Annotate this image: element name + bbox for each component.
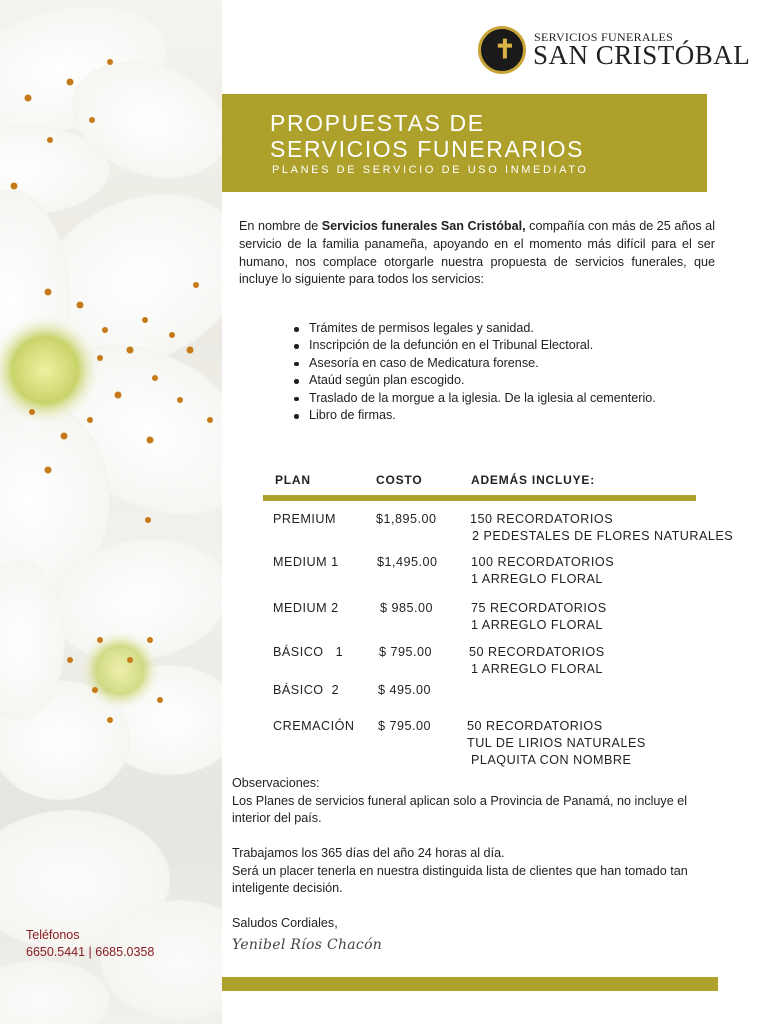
flower-photo-panel xyxy=(0,0,222,1024)
observations-text: Los Planes de servicios funeral aplican solo a Provincia de Panamá, no incluye el interior del país. xyxy=(232,793,688,825)
plan-name: BÁSICO 2 xyxy=(273,683,340,697)
plan-name: MEDIUM 1 xyxy=(273,555,339,569)
plan-include: TUL DE LIRIOS NATURALES xyxy=(467,736,646,750)
header-cost: COSTO xyxy=(376,473,423,487)
plan-cost: $ 985.00 xyxy=(380,601,434,615)
plan-include: 1 ARREGLO FLORAL xyxy=(471,618,603,632)
plan-include: 50 RECORDATORIOS xyxy=(467,719,603,733)
plan-name: PREMIUM xyxy=(273,512,336,526)
greeting-text: Saludos Cordiales, xyxy=(232,916,338,930)
company-logo xyxy=(478,24,751,78)
closing-text: Será un placer tenerla en nuestra distinguida lista de clientes que han tomado tan inteligente decisión. xyxy=(232,863,688,895)
plan-name: BÁSICO 1 xyxy=(273,645,344,659)
phones-numbers: 6650.5441 | 6685.0358 xyxy=(26,945,155,959)
logo-subtitle: SERVICIOS FUNERALES xyxy=(534,30,674,44)
plan-cost: $ 795.00 xyxy=(379,645,433,659)
plan-name: CREMACIÓN xyxy=(273,719,355,733)
bottom-accent-bar xyxy=(222,977,718,991)
logo-name: SAN CRISTÓBAL xyxy=(533,40,751,70)
plan-include: 2 PEDESTALES DE FLORES NATURALES xyxy=(472,529,734,543)
list-item: Libro de firmas. xyxy=(293,407,693,424)
plan-include: 100 RECORDATORIOS xyxy=(471,555,615,569)
title-banner xyxy=(222,94,707,192)
plan-cost: $ 795.00 xyxy=(378,719,432,733)
plan-include: 1 ARREGLO FLORAL xyxy=(471,572,603,586)
cross-emblem-icon: ✝ xyxy=(478,26,526,74)
company-name: Servicios funerales San Cristóbal, xyxy=(321,219,526,233)
plan-cost: $ 495.00 xyxy=(378,683,432,697)
phone-contact xyxy=(26,927,154,961)
white-flowers-illustration xyxy=(0,0,222,1024)
plan-include: PLAQUITA CON NOMBRE xyxy=(471,753,632,767)
plan-include: 1 ARREGLO FLORAL xyxy=(471,662,603,676)
plan-cost: $1,895.00 xyxy=(376,512,437,526)
services-list xyxy=(293,320,693,424)
header-includes: ADEMÁS INCLUYE: xyxy=(471,473,596,487)
list-item: Asesoría en caso de Medicatura forense. xyxy=(293,355,693,372)
hours-text: Trabajamos los 365 días del año 24 horas al día. xyxy=(232,846,505,860)
signature: Yenibel Ríos Chacón xyxy=(232,937,383,953)
observations-section xyxy=(232,775,722,933)
list-item: Trámites de permisos legales y sanidad. xyxy=(293,320,693,337)
observations-heading: Observaciones: xyxy=(232,776,320,790)
intro-paragraph: En nombre de Servicios funerales San Cristóbal, compañía con más de 25 años al servicio de la familia panameña, apoyando en el momento más difícil para el ser humano, nos complace otorgarle nuestra propuesta de servicios funerales, que incluye lo siguiente para todos los servicios: xyxy=(239,219,715,287)
list-item: Traslado de la morgue a la iglesia. De la iglesia al cementerio. xyxy=(293,390,693,407)
list-item: Inscripción de la defunción en el Tribunal Electoral. xyxy=(293,337,693,354)
table-divider xyxy=(263,495,696,501)
page-subtitle: PLANES DE SERVICIO DE USO INMEDIATO xyxy=(272,164,589,176)
page-title: PROPUESTAS DE SERVICIOS FUNERARIOS xyxy=(270,110,585,162)
plan-include: 150 RECORDATORIOS xyxy=(470,512,614,526)
plan-include: 75 RECORDATORIOS xyxy=(471,601,607,615)
plan-name: MEDIUM 2 xyxy=(273,601,339,615)
header-plan: PLAN xyxy=(275,473,311,487)
plan-include: 50 RECORDATORIOS xyxy=(469,645,605,659)
plan-cost: $1,495.00 xyxy=(377,555,438,569)
list-item: Ataúd según plan escogido. xyxy=(293,372,693,389)
phones-label: Teléfonos xyxy=(26,928,80,942)
